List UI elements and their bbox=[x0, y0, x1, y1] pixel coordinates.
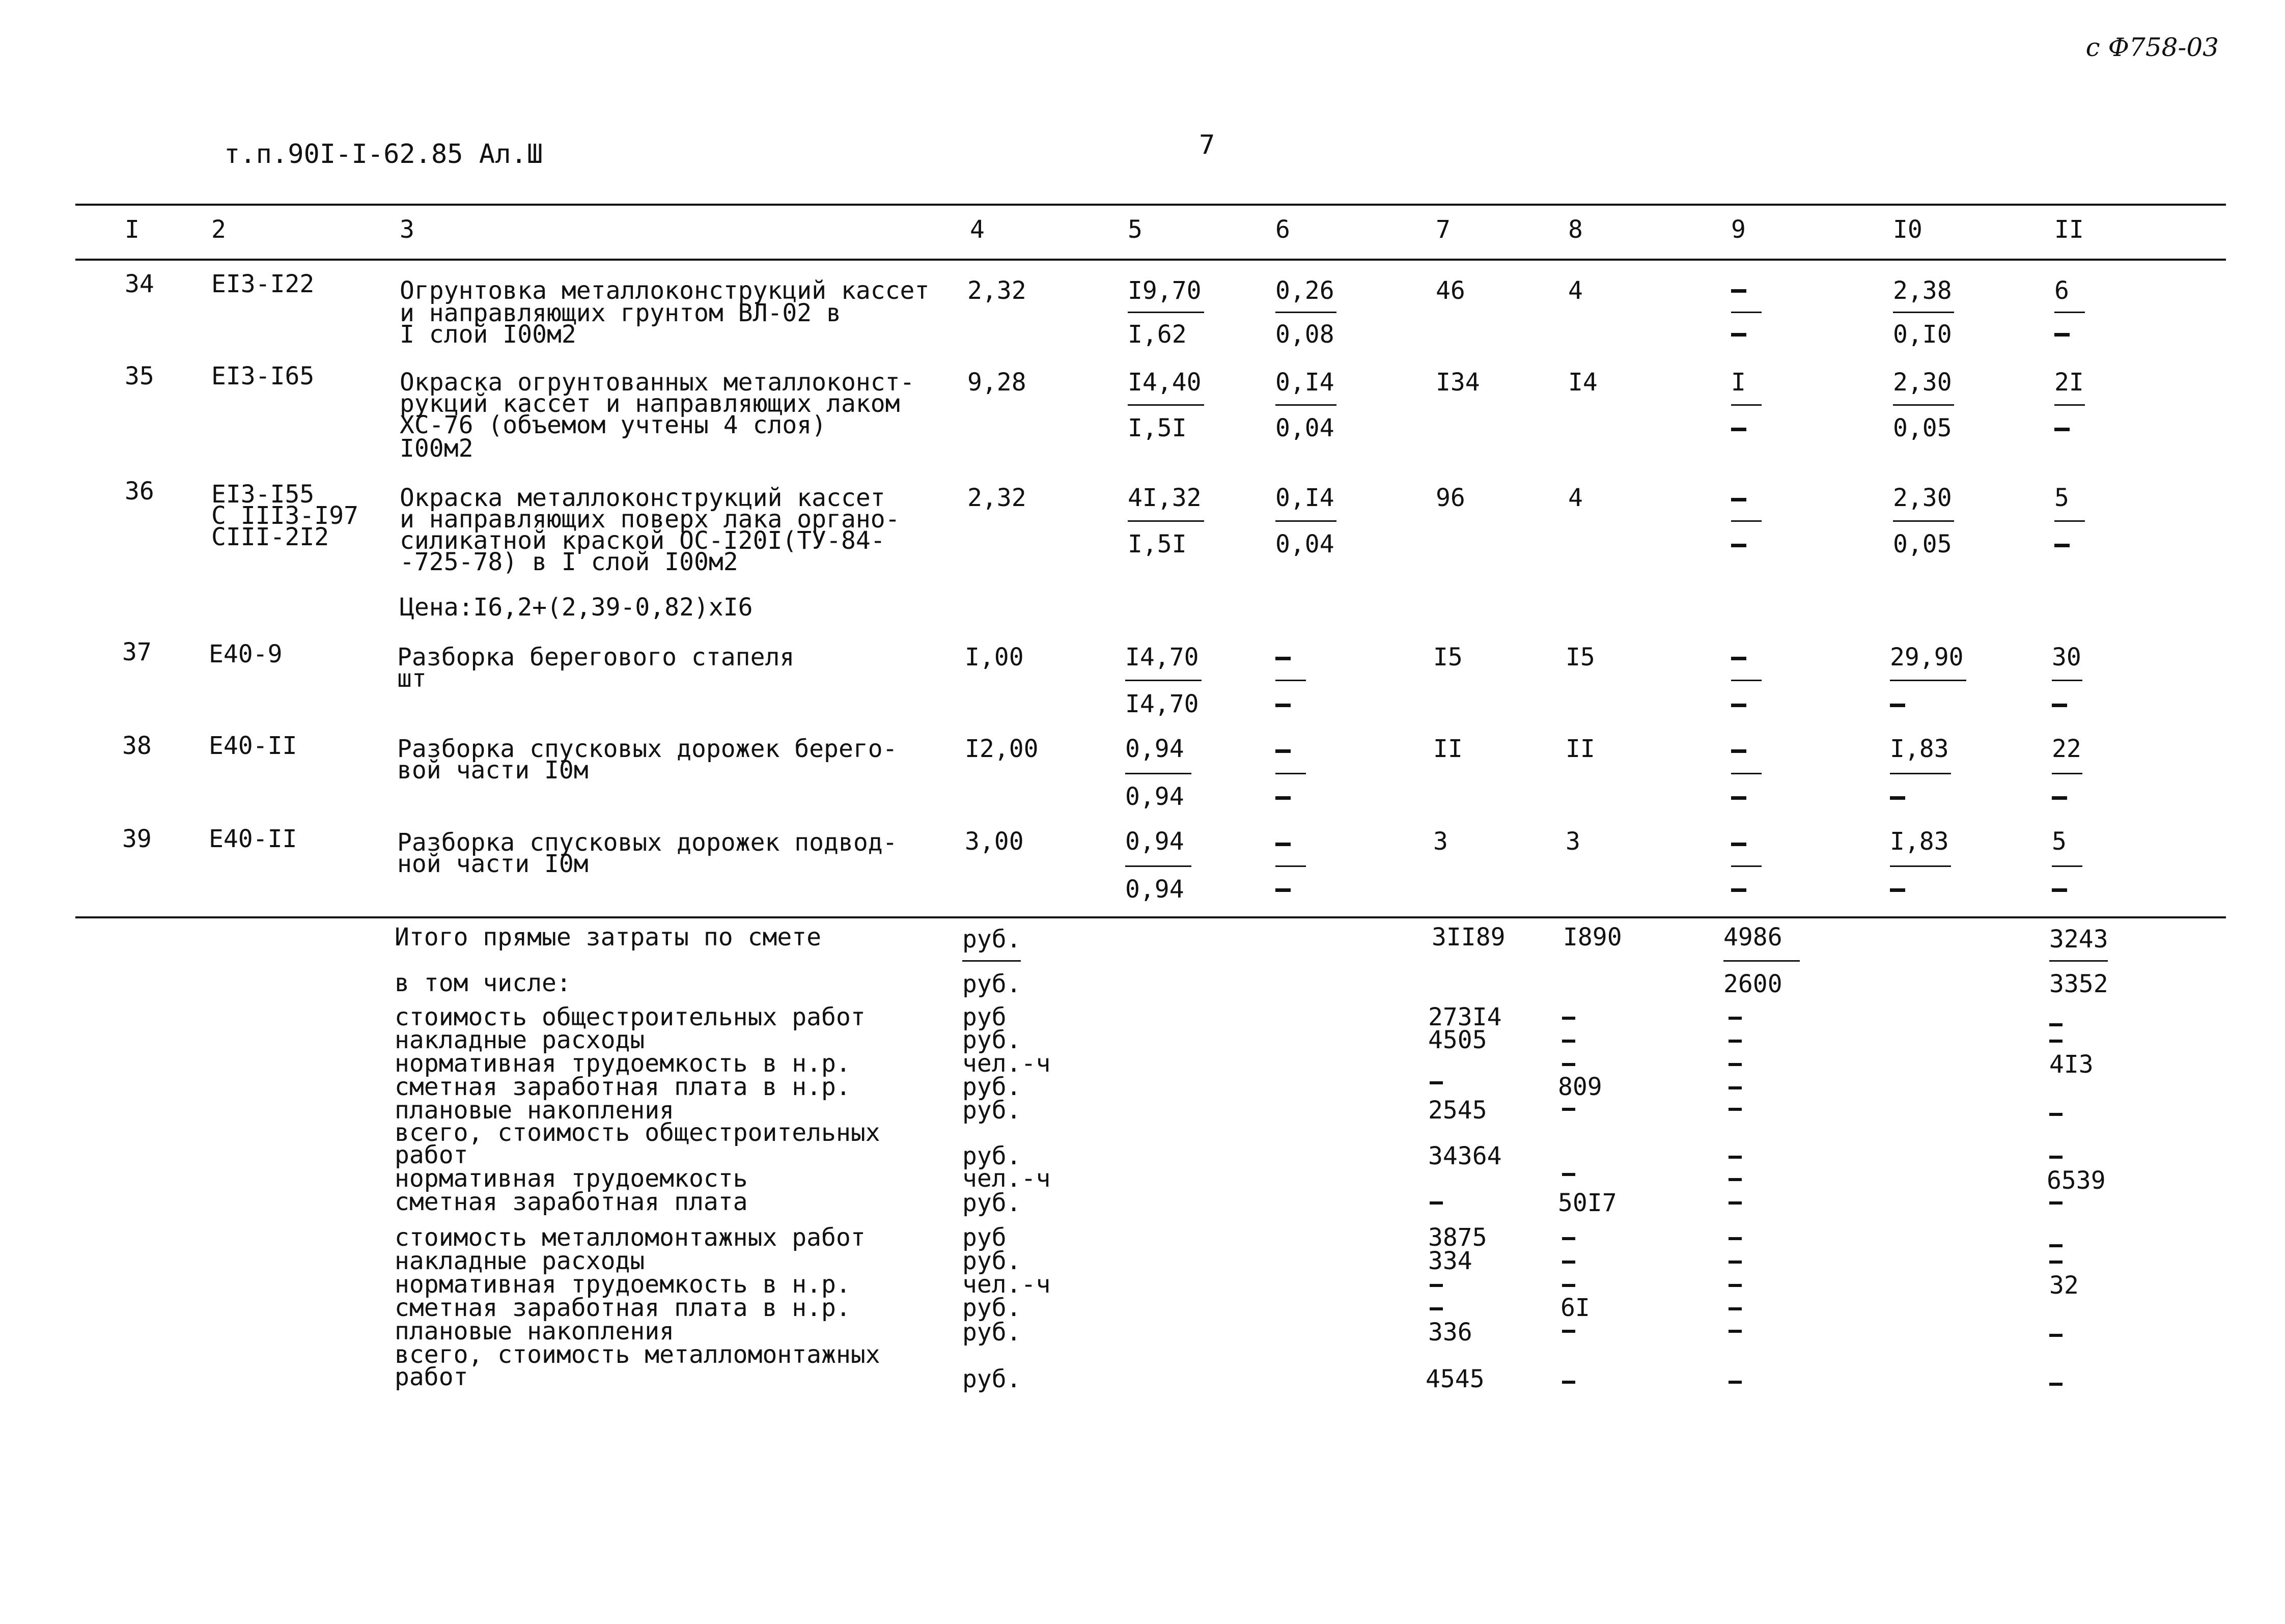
work-description-line: I00м2 bbox=[400, 434, 473, 463]
including-c9: 2600 bbox=[1723, 970, 1782, 998]
col11-top: 5 bbox=[2052, 827, 2067, 856]
summary-c7: 34364 bbox=[1428, 1142, 1502, 1170]
col-header-7: 7 bbox=[1436, 215, 1451, 244]
dash-mark bbox=[1729, 1201, 1742, 1205]
work-description-line: шт bbox=[397, 664, 427, 693]
totals-top-rule bbox=[75, 916, 2226, 918]
total-c11: 3243 bbox=[2049, 925, 2108, 954]
dash-mark bbox=[2049, 1023, 2063, 1026]
summary-unit: чел.-ч bbox=[962, 1049, 1051, 1078]
col10-top: 2,30 bbox=[1893, 368, 1952, 397]
dash-mark bbox=[1729, 1086, 1742, 1089]
col11-top: 30 bbox=[2052, 643, 2081, 671]
total-cost: I34 bbox=[1436, 368, 1480, 397]
col6-top: 0,I4 bbox=[1275, 484, 1334, 512]
summary-c8: 809 bbox=[1558, 1073, 1602, 1101]
work-description-line: силикатной краской ОС-I20I(ТУ-84- bbox=[400, 526, 885, 555]
work-description-line: Разборка спусковых дорожек берего- bbox=[397, 735, 898, 763]
dash-mark bbox=[1729, 1381, 1742, 1384]
dash-mark bbox=[1275, 796, 1291, 800]
dash-mark bbox=[1731, 888, 1746, 892]
dash-mark bbox=[1275, 843, 1291, 846]
dash-mark bbox=[1562, 1237, 1575, 1240]
total-cost: 46 bbox=[1436, 276, 1465, 305]
fraction-line bbox=[1128, 404, 1204, 406]
dash-mark bbox=[1731, 704, 1746, 707]
summary-c7: 336 bbox=[1428, 1318, 1472, 1347]
dash-mark bbox=[1731, 843, 1746, 846]
col-header-4: 4 bbox=[970, 215, 985, 244]
dash-mark bbox=[1562, 1261, 1575, 1264]
dash-mark bbox=[1275, 749, 1291, 753]
work-description-line: Огрунтовка металлоконструкций кассет bbox=[400, 276, 930, 305]
summary-label: накладные расходы bbox=[395, 1026, 645, 1054]
work-description-line: вой части I0м bbox=[397, 756, 589, 785]
fraction-line bbox=[1893, 312, 1954, 313]
fraction-line bbox=[1125, 865, 1191, 867]
dash-mark bbox=[1731, 333, 1746, 337]
wages: 3 bbox=[1566, 827, 1580, 856]
dash-mark bbox=[2049, 1244, 2063, 1247]
summary-label: сметная заработная плата bbox=[395, 1188, 748, 1216]
summary-label: всего, стоимость металломонтажных bbox=[395, 1340, 880, 1369]
rate-code: Е40-II bbox=[209, 732, 297, 760]
unit-cost-top: 4I,32 bbox=[1128, 484, 1202, 512]
dash-mark bbox=[1731, 657, 1746, 660]
dash-mark bbox=[2049, 1156, 2063, 1159]
unit-cost-top: I4,70 bbox=[1125, 643, 1199, 671]
quantity: 2,32 bbox=[967, 484, 1026, 512]
quantity: I2,00 bbox=[965, 735, 1039, 763]
fraction-line bbox=[2052, 865, 2082, 867]
summary-label: работ bbox=[395, 1363, 468, 1391]
dash-mark bbox=[2049, 1113, 2063, 1116]
wages: I5 bbox=[1566, 643, 1595, 671]
dash-mark bbox=[2052, 704, 2067, 707]
work-description-line: Окраска металлоконструкций кассет bbox=[400, 484, 885, 512]
unit-cost-bottom: I,5I bbox=[1128, 414, 1187, 442]
dash-mark bbox=[1729, 1284, 1742, 1287]
fraction-line bbox=[1125, 773, 1191, 774]
col6-top: 0,I4 bbox=[1275, 368, 1334, 397]
fraction-line bbox=[1723, 960, 1800, 962]
including-c11: 3352 bbox=[2049, 970, 2108, 998]
summary-unit: чел.-ч bbox=[962, 1164, 1051, 1193]
col6-bottom: 0,04 bbox=[1275, 414, 1334, 442]
unit-cost-top: 0,94 bbox=[1125, 735, 1184, 763]
dash-mark bbox=[1275, 888, 1291, 892]
fraction-line bbox=[2054, 520, 2085, 522]
summary-c7: 273I4 bbox=[1428, 1003, 1502, 1031]
fraction-line bbox=[1890, 680, 1966, 681]
rate-code: С III3-I97 bbox=[211, 501, 358, 530]
rate-code: EI3-I55 bbox=[211, 480, 315, 509]
unit-cost-top: 0,94 bbox=[1125, 827, 1184, 856]
col10-bottom: 0,05 bbox=[1893, 530, 1952, 558]
page-number: 7 bbox=[1199, 130, 1215, 160]
fraction-line bbox=[1275, 520, 1336, 522]
dash-mark bbox=[1275, 704, 1291, 707]
dash-mark bbox=[2052, 888, 2067, 892]
unit-cost-top: I9,70 bbox=[1128, 276, 1202, 305]
summary-c11: 32 bbox=[2049, 1271, 2079, 1300]
dash-mark bbox=[1729, 1307, 1742, 1310]
rate-code: СIII-2I2 bbox=[211, 523, 329, 551]
quantity: 9,28 bbox=[967, 368, 1026, 397]
dash-mark bbox=[1729, 1237, 1742, 1240]
summary-unit: руб. bbox=[962, 1365, 1021, 1393]
row-number: 37 bbox=[122, 638, 152, 666]
col6-bottom: 0,08 bbox=[1275, 320, 1334, 349]
col9-top: I bbox=[1731, 368, 1746, 397]
price-note: Цена:I6,2+(2,39-0,82)хI6 bbox=[400, 593, 753, 622]
document-code: с Ф758-03 bbox=[2085, 33, 2219, 62]
total-cost: 96 bbox=[1436, 484, 1465, 512]
fraction-line bbox=[1731, 520, 1762, 522]
work-description-line: I слой I00м2 bbox=[400, 320, 576, 349]
fraction-line bbox=[1731, 404, 1762, 406]
summary-label: сметная заработная плата в н.р. bbox=[395, 1073, 851, 1101]
fraction-line bbox=[1731, 865, 1762, 867]
col-header-8: 8 bbox=[1568, 215, 1583, 244]
wages: I4 bbox=[1568, 368, 1598, 397]
dash-mark bbox=[1430, 1307, 1443, 1310]
rate-code: EI3-I65 bbox=[211, 362, 315, 390]
dash-mark bbox=[1275, 657, 1291, 660]
dash-mark bbox=[2054, 333, 2070, 337]
dash-mark bbox=[2052, 796, 2067, 800]
dash-mark bbox=[1890, 796, 1905, 800]
dash-mark bbox=[1729, 1108, 1742, 1111]
dash-mark bbox=[1890, 704, 1905, 707]
wages: 4 bbox=[1568, 484, 1583, 512]
fraction-line bbox=[1275, 865, 1306, 867]
quantity: 2,32 bbox=[967, 276, 1026, 305]
unit-cost-bottom: I,62 bbox=[1128, 320, 1187, 349]
summary-label: всего, стоимость общестроительных bbox=[395, 1118, 880, 1147]
including-unit: руб. bbox=[962, 970, 1021, 998]
summary-label: накладные расходы bbox=[395, 1247, 645, 1275]
dash-mark bbox=[1430, 1081, 1443, 1084]
dash-mark bbox=[1890, 888, 1905, 892]
row-number: 34 bbox=[125, 270, 154, 298]
summary-unit: руб. bbox=[962, 1026, 1021, 1054]
col11-top: 2I bbox=[2054, 368, 2084, 397]
dash-mark bbox=[2054, 428, 2070, 431]
dash-mark bbox=[1562, 1017, 1575, 1020]
work-description-line: Окраска огрунтованных металлоконст- bbox=[400, 368, 915, 397]
col6-top: 0,26 bbox=[1275, 276, 1334, 305]
table-top-rule bbox=[75, 204, 2226, 206]
fraction-line bbox=[1128, 312, 1204, 313]
summary-unit: руб. bbox=[962, 1189, 1021, 1217]
fraction-line bbox=[2052, 680, 2082, 681]
col10-bottom: 0,05 bbox=[1893, 414, 1952, 442]
col10-top: 2,38 bbox=[1893, 276, 1952, 305]
dash-mark bbox=[1562, 1381, 1575, 1384]
fraction-line bbox=[1893, 404, 1954, 406]
work-description-line: Разборка спусковых дорожек подвод- bbox=[397, 828, 898, 857]
summary-label: стоимость металломонтажных работ bbox=[395, 1223, 866, 1252]
summary-c7: 4545 bbox=[1426, 1365, 1485, 1393]
work-description-line: и направляющих поверх лака органо- bbox=[400, 505, 900, 534]
fraction-line bbox=[2054, 404, 2085, 406]
dash-mark bbox=[2049, 1261, 2063, 1264]
total-unit: руб. bbox=[962, 925, 1021, 954]
rate-code: Е40-II bbox=[209, 825, 297, 853]
dash-mark bbox=[2049, 1334, 2063, 1337]
dash-mark bbox=[1731, 749, 1746, 753]
dash-mark bbox=[1430, 1201, 1443, 1205]
summary-label: нормативная трудоемкость в н.р. bbox=[395, 1049, 851, 1078]
dash-mark bbox=[1562, 1040, 1575, 1043]
summary-unit: руб. bbox=[962, 1318, 1021, 1347]
document-reference: т.п.90I-I-62.85 Ал.Ш bbox=[224, 139, 543, 170]
rate-code: Е40-9 bbox=[209, 640, 283, 668]
header-bottom-rule bbox=[75, 259, 2226, 261]
fraction-line bbox=[2054, 312, 2085, 313]
dash-mark bbox=[2049, 1040, 2063, 1043]
including-label: в том числе: bbox=[395, 969, 571, 997]
dash-mark bbox=[1562, 1173, 1575, 1176]
col11-top: 6 bbox=[2054, 276, 2069, 305]
col-header-5: 5 bbox=[1128, 215, 1142, 244]
dash-mark bbox=[1731, 289, 1746, 293]
fraction-line bbox=[1275, 680, 1306, 681]
wages: 4 bbox=[1568, 276, 1583, 305]
col10-bottom: 0,I0 bbox=[1893, 320, 1952, 349]
fraction-line bbox=[1731, 773, 1762, 774]
summary-label: стоимость общестроительных работ bbox=[395, 1003, 866, 1031]
col6-bottom: 0,04 bbox=[1275, 530, 1334, 558]
dash-mark bbox=[1729, 1156, 1742, 1159]
total-cost: 3 bbox=[1433, 827, 1448, 856]
fraction-line bbox=[1275, 404, 1336, 406]
summary-c7: 334 bbox=[1428, 1247, 1472, 1275]
dash-mark bbox=[1731, 428, 1746, 431]
quantity: 3,00 bbox=[965, 827, 1024, 856]
summary-label: плановые накопления bbox=[395, 1096, 675, 1125]
col-header-1: I bbox=[125, 215, 140, 244]
dash-mark bbox=[1729, 1017, 1742, 1020]
total-cost: I5 bbox=[1433, 643, 1463, 671]
summary-label: нормативная трудоемкость bbox=[395, 1164, 748, 1193]
summary-unit: руб bbox=[962, 1223, 1007, 1252]
col10-top: I,83 bbox=[1890, 735, 1949, 763]
total-c8: I890 bbox=[1563, 923, 1622, 951]
summary-unit: руб bbox=[962, 1003, 1007, 1031]
fraction-line bbox=[962, 960, 1021, 962]
fraction-line bbox=[1731, 312, 1762, 313]
dash-mark bbox=[1731, 498, 1746, 501]
summary-unit: чел.-ч bbox=[962, 1270, 1051, 1299]
work-description-line: Разборка берегового стапеля bbox=[397, 643, 795, 671]
col11-top: 22 bbox=[2052, 735, 2081, 763]
dash-mark bbox=[1731, 544, 1746, 547]
summary-unit: руб. bbox=[962, 1247, 1021, 1275]
summary-c7: 4505 bbox=[1428, 1026, 1487, 1054]
col-header-2: 2 bbox=[211, 215, 226, 244]
unit-cost-bottom: 0,94 bbox=[1125, 875, 1184, 904]
dash-mark bbox=[1731, 796, 1746, 800]
summary-label: нормативная трудоемкость в н.р. bbox=[395, 1270, 851, 1299]
dash-mark bbox=[1562, 1284, 1575, 1287]
summary-unit: руб. bbox=[962, 1142, 1021, 1170]
total-c7: 3II89 bbox=[1432, 923, 1506, 951]
work-description-line: и направляющих грунтом ВЛ-02 в bbox=[400, 299, 841, 327]
dash-mark bbox=[1729, 1040, 1742, 1043]
summary-label: сметная заработная плата в н.р. bbox=[395, 1294, 851, 1322]
col10-top: I,83 bbox=[1890, 827, 1949, 856]
fraction-line bbox=[1890, 865, 1951, 867]
fraction-line bbox=[1890, 773, 1951, 774]
col-header-9: 9 bbox=[1731, 215, 1746, 244]
dash-mark bbox=[2049, 1383, 2063, 1386]
total-c9: 4986 bbox=[1723, 923, 1782, 951]
work-description-line: ХС-76 (объемом учтены 4 слоя) bbox=[400, 411, 827, 439]
row-number: 39 bbox=[122, 825, 152, 853]
fraction-line bbox=[2052, 773, 2082, 774]
dash-mark bbox=[2054, 544, 2070, 547]
quantity: I,00 bbox=[965, 643, 1024, 671]
row-number: 38 bbox=[122, 732, 152, 760]
work-description-line: ной части I0м bbox=[397, 850, 589, 878]
summary-c7: 2545 bbox=[1428, 1096, 1487, 1125]
summary-c7: 3875 bbox=[1428, 1223, 1487, 1252]
dash-mark bbox=[1729, 1330, 1742, 1333]
fraction-line bbox=[1275, 773, 1306, 774]
summary-c11: 4I3 bbox=[2049, 1050, 2094, 1079]
unit-cost-bottom: I4,70 bbox=[1125, 690, 1199, 718]
dash-mark bbox=[1430, 1284, 1443, 1287]
summary-c8: 50I7 bbox=[1558, 1189, 1617, 1217]
fraction-line bbox=[1275, 312, 1336, 313]
dash-mark bbox=[1729, 1178, 1742, 1181]
dash-mark bbox=[1729, 1261, 1742, 1264]
fraction-line bbox=[1128, 520, 1204, 522]
total-cost: II bbox=[1433, 735, 1463, 763]
summary-c8: 6I bbox=[1561, 1294, 1590, 1322]
col-header-6: 6 bbox=[1275, 215, 1290, 244]
summary-label: плановые накопления bbox=[395, 1317, 675, 1346]
fraction-line bbox=[1731, 680, 1762, 681]
row-number: 35 bbox=[125, 362, 154, 390]
col-header-3: 3 bbox=[400, 215, 414, 244]
wages: II bbox=[1566, 735, 1595, 763]
summary-c11: 6539 bbox=[2047, 1166, 2106, 1195]
dash-mark bbox=[1562, 1330, 1575, 1333]
summary-unit: руб. bbox=[962, 1294, 1021, 1322]
unit-cost-bottom: 0,94 bbox=[1125, 782, 1184, 811]
unit-cost-bottom: I,5I bbox=[1128, 530, 1187, 558]
summary-unit: руб. bbox=[962, 1073, 1021, 1101]
fraction-line bbox=[1893, 520, 1954, 522]
col10-top: 29,90 bbox=[1890, 643, 1964, 671]
fraction-line bbox=[2049, 960, 2108, 962]
row-number: 36 bbox=[125, 477, 154, 506]
summary-unit: руб. bbox=[962, 1096, 1021, 1125]
dash-mark bbox=[1729, 1063, 1742, 1066]
dash-mark bbox=[1562, 1108, 1575, 1111]
total-label: Итого прямые затраты по смете bbox=[395, 923, 822, 951]
col-header-10: I0 bbox=[1893, 215, 1922, 244]
col-header-11: II bbox=[2054, 215, 2084, 244]
work-description-line: -725-78) в I слой I00м2 bbox=[400, 548, 738, 576]
unit-cost-top: I4,40 bbox=[1128, 368, 1202, 397]
dash-mark bbox=[1562, 1063, 1575, 1066]
dash-mark bbox=[2049, 1201, 2063, 1205]
col10-top: 2,30 bbox=[1893, 484, 1952, 512]
fraction-line bbox=[1125, 680, 1202, 681]
work-description-line: рукций кассет и направляющих лаком bbox=[400, 389, 900, 418]
rate-code: EI3-I22 bbox=[211, 270, 315, 298]
summary-label: работ bbox=[395, 1141, 468, 1169]
col11-top: 5 bbox=[2054, 484, 2069, 512]
